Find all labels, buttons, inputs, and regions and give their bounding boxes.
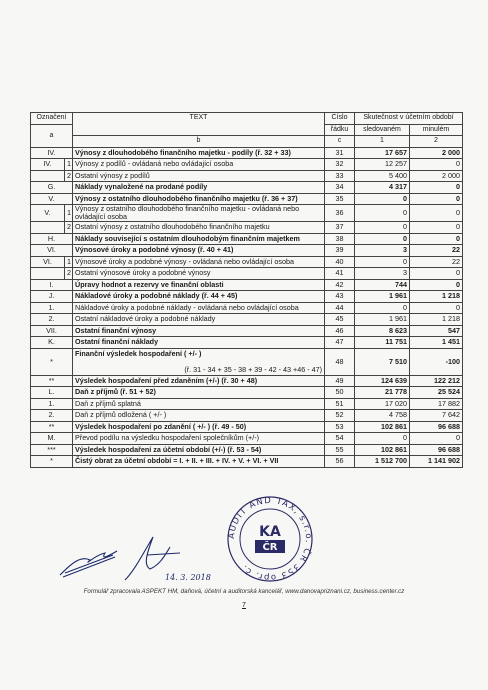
row-mark: K. <box>31 337 73 349</box>
row-text: Čistý obrat za účetní období = I. + II. + III. + IV. + V. + VI. + VII <box>73 456 325 468</box>
row-previous-period: 0 <box>410 302 463 314</box>
row-mark: H. <box>31 233 73 245</box>
table-row <box>31 147 463 159</box>
row-previous-period: 0 <box>410 433 463 445</box>
row-number: 42 <box>325 279 355 291</box>
row-previous-period: 0 <box>410 205 463 222</box>
row-previous-period: 2 000 <box>410 147 463 159</box>
row-text: Náklady vynaložené na prodané podíly <box>73 182 325 194</box>
table-row <box>31 268 463 280</box>
header-radku: řádku <box>325 124 355 136</box>
row-mark: *** <box>31 444 73 456</box>
row-mark: V. <box>31 205 65 222</box>
table-row <box>31 325 463 337</box>
row-number: 52 <box>325 410 355 422</box>
row-text: Výnosové úroky a podobné výnosy - ovládaná nebo ovládající osoba <box>73 256 325 268</box>
row-mark: 1. <box>31 398 73 410</box>
table-row <box>31 375 463 387</box>
row-number: 35 <box>325 193 355 205</box>
income-statement-table <box>30 112 463 468</box>
row-number: 53 <box>325 421 355 433</box>
row-text: Výnosy z ostatního dlouhodobého finančního majetku (ř. 36 + 37) <box>73 193 325 205</box>
row-current-period: 0 <box>355 205 410 222</box>
row-mark <box>31 222 65 234</box>
row-text: Nákladové úroky a podobné náklady (ř. 44 + 45) <box>73 291 325 303</box>
row-number: 50 <box>325 387 355 399</box>
table-row <box>31 398 463 410</box>
row-text: Převod podílu na výsledku hospodaření společníkům (+/-) <box>73 433 325 445</box>
header-cislo: Číslo <box>325 113 355 125</box>
row-text: Ostatní výnosy z ostatního dlouhodobého finančního majetku <box>73 222 325 234</box>
row-previous-period: 96 688 <box>410 421 463 433</box>
row-previous-period: 17 882 <box>410 398 463 410</box>
company-stamp <box>225 494 315 584</box>
row-current-period: 0 <box>355 233 410 245</box>
row-current-period: 4 317 <box>355 182 410 194</box>
row-subnum: 2 <box>65 170 73 182</box>
row-text-line1: Finanční výsledek hospodaření ( +/- ) <box>75 348 202 358</box>
table-row <box>31 433 463 445</box>
row-number: 51 <box>325 398 355 410</box>
form-footer: Formulář zpracovala ASPEKT HM, daňová, účetní a auditorská kancelář, www.danovapriznani.cz, business.center.cz <box>83 588 405 595</box>
row-previous-period: 0 <box>410 182 463 194</box>
row-number: 48 <box>325 348 355 375</box>
row-mark: IV. <box>31 147 73 159</box>
row-number: 37 <box>325 222 355 234</box>
header-minulem: minulém <box>410 124 463 136</box>
row-mark: 1. <box>31 302 73 314</box>
header-col-2: 2 <box>410 136 463 148</box>
table-row <box>31 302 463 314</box>
row-mark: IV. <box>31 159 65 171</box>
row-mark: * <box>31 456 73 468</box>
header-col-c: c <box>325 136 355 148</box>
table-row <box>31 170 463 182</box>
row-previous-period: -100 <box>410 348 463 375</box>
row-current-period: 0 <box>355 193 410 205</box>
row-number: 39 <box>325 245 355 257</box>
page-number: 7 <box>242 602 246 609</box>
row-current-period: 3 <box>355 245 410 257</box>
row-text: Výnosy z ostatního dlouhodobého finančního majetku - ovládaná nebo ovládající osoba <box>73 205 325 222</box>
row-previous-period: 96 688 <box>410 444 463 456</box>
row-previous-period: 0 <box>410 233 463 245</box>
row-text: Výnosy z podílů - ovládaná nebo ovládající osoba <box>73 159 325 171</box>
row-text: Výsledek hospodaření za účetní období (+/-) (ř. 53 - 54) <box>73 444 325 456</box>
header-sledovanem: sledovaném <box>355 124 410 136</box>
row-text: Výnosové úroky a podobné výnosy (ř. 40 + 41) <box>73 245 325 257</box>
row-text: Daň z příjmů splatná <box>73 398 325 410</box>
row-previous-period: 25 524 <box>410 387 463 399</box>
stamp-center-top: KA <box>259 524 281 540</box>
row-current-period: 8 623 <box>355 325 410 337</box>
row-previous-period: 7 642 <box>410 410 463 422</box>
row-subnum: 1 <box>65 159 73 171</box>
table-row <box>31 410 463 422</box>
row-mark: VI. <box>31 256 65 268</box>
row-current-period: 102 861 <box>355 444 410 456</box>
row-number: 46 <box>325 325 355 337</box>
row-number: 44 <box>325 302 355 314</box>
row-mark: L. <box>31 387 73 399</box>
row-previous-period: 0 <box>410 159 463 171</box>
row-current-period: 4 758 <box>355 410 410 422</box>
table-row <box>31 421 463 433</box>
row-current-period: 11 751 <box>355 337 410 349</box>
row-text: Náklady související s ostatním dlouhodobým finančním majetkem <box>73 233 325 245</box>
row-current-period: 0 <box>355 302 410 314</box>
row-current-period: 744 <box>355 279 410 291</box>
header-col-1: 1 <box>355 136 410 148</box>
row-text: Daň z příjmů (ř. 51 + 52) <box>73 387 325 399</box>
row-current-period: 21 778 <box>355 387 410 399</box>
row-current-period: 1 961 <box>355 314 410 326</box>
table-row <box>31 387 463 399</box>
row-subnum: 1 <box>65 256 73 268</box>
row-mark: 2. <box>31 314 73 326</box>
row-number: 40 <box>325 256 355 268</box>
row-text: Ostatní finanční náklady <box>73 337 325 349</box>
row-text: Výnosy z dlouhodobého finančního majetku - podíly (ř. 32 + 33) <box>73 147 325 159</box>
row-mark: VI. <box>31 245 73 257</box>
table-row <box>31 193 463 205</box>
row-number: 54 <box>325 433 355 445</box>
row-subnum: 2 <box>65 222 73 234</box>
table-row <box>31 444 463 456</box>
row-number: 33 <box>325 170 355 182</box>
header-oznaceni: Označení <box>31 113 73 125</box>
row-previous-period: 547 <box>410 325 463 337</box>
row-number: 38 <box>325 233 355 245</box>
row-previous-period: 0 <box>410 222 463 234</box>
row-current-period: 17 020 <box>355 398 410 410</box>
table-row <box>31 233 463 245</box>
row-text: Ostatní finanční výnosy <box>73 325 325 337</box>
row-mark: I. <box>31 279 73 291</box>
row-mark: V. <box>31 193 73 205</box>
table-row <box>31 245 463 257</box>
table-row <box>31 314 463 326</box>
signature-date: 14. 3. 2018 <box>165 573 211 582</box>
table-row <box>31 159 463 171</box>
row-number: 32 <box>325 159 355 171</box>
table-row <box>31 456 463 468</box>
row-previous-period: 1 141 902 <box>410 456 463 468</box>
table-row <box>31 182 463 194</box>
row-text: Výsledek hospodaření před zdaněním (+/-) (ř. 30 + 48) <box>73 375 325 387</box>
row-text: Daň z příjmů odložená ( +/- ) <box>73 410 325 422</box>
header-col-b: b <box>73 136 325 148</box>
row-mark: * <box>31 348 73 375</box>
table-row <box>31 348 463 375</box>
row-text: Ostatní nákladové úroky a podobné náklady <box>73 314 325 326</box>
row-mark: 2. <box>31 410 73 422</box>
row-text-line2: (ř. 31 - 34 + 35 - 38 + 39 - 42 - 43 +46 - 47) <box>184 364 322 374</box>
row-subnum: 2 <box>65 268 73 280</box>
row-current-period: 17 657 <box>355 147 410 159</box>
row-number: 31 <box>325 147 355 159</box>
row-previous-period: 0 <box>410 279 463 291</box>
row-mark: VII. <box>31 325 73 337</box>
row-previous-period: 1 218 <box>410 291 463 303</box>
row-previous-period: 22 <box>410 256 463 268</box>
row-previous-period: 0 <box>410 268 463 280</box>
row-current-period: 3 <box>355 268 410 280</box>
row-mark <box>31 268 65 280</box>
table-row <box>31 291 463 303</box>
row-current-period: 0 <box>355 256 410 268</box>
row-text: Úpravy hodnot a rezervy ve finanční oblasti <box>73 279 325 291</box>
row-previous-period: 22 <box>410 245 463 257</box>
row-previous-period: 0 <box>410 193 463 205</box>
row-number: 43 <box>325 291 355 303</box>
row-number: 56 <box>325 456 355 468</box>
row-current-period: 7 510 <box>355 348 410 375</box>
row-current-period: 1 512 700 <box>355 456 410 468</box>
row-mark: J. <box>31 291 73 303</box>
table-row <box>31 279 463 291</box>
row-mark: ** <box>31 421 73 433</box>
header-skutecnost: Skutečnost v účetním období <box>355 113 463 125</box>
table-row <box>31 222 463 234</box>
row-mark: ** <box>31 375 73 387</box>
stamp-ring-text: AUDIT AND TAX, s.r.o. ČR 353 opr. č. <box>226 495 314 583</box>
row-previous-period: 122 212 <box>410 375 463 387</box>
row-subnum: 1 <box>65 205 73 222</box>
row-text: Ostatní výnosové úroky a podobné výnosy <box>73 268 325 280</box>
table-row <box>31 337 463 349</box>
row-text: Výsledek hospodaření po zdanění ( +/- ) (ř. 49 - 50) <box>73 421 325 433</box>
row-previous-period: 1 451 <box>410 337 463 349</box>
row-number: 34 <box>325 182 355 194</box>
row-number: 55 <box>325 444 355 456</box>
row-previous-period: 2 000 <box>410 170 463 182</box>
row-number: 47 <box>325 337 355 349</box>
row-previous-period: 1 218 <box>410 314 463 326</box>
row-text: Ostatní výnosy z podílů <box>73 170 325 182</box>
table-row <box>31 256 463 268</box>
row-current-period: 124 639 <box>355 375 410 387</box>
row-number: 45 <box>325 314 355 326</box>
row-text <box>73 348 325 375</box>
row-mark <box>31 170 65 182</box>
row-mark: M. <box>31 433 73 445</box>
row-current-period: 1 961 <box>355 291 410 303</box>
table-row <box>31 205 463 222</box>
header-text: TEXT <box>73 113 325 136</box>
row-number: 36 <box>325 205 355 222</box>
row-current-period: 5 400 <box>355 170 410 182</box>
row-current-period: 0 <box>355 222 410 234</box>
row-number: 49 <box>325 375 355 387</box>
row-current-period: 102 861 <box>355 421 410 433</box>
row-number: 41 <box>325 268 355 280</box>
row-current-period: 0 <box>355 433 410 445</box>
row-current-period: 12 257 <box>355 159 410 171</box>
row-text: Nákladové úroky a podobné náklady - ovládaná nebo ovládající osoba <box>73 302 325 314</box>
row-mark: G. <box>31 182 73 194</box>
stamp-center-bottom: ČR <box>262 542 278 553</box>
header-col-a: a <box>31 124 73 147</box>
